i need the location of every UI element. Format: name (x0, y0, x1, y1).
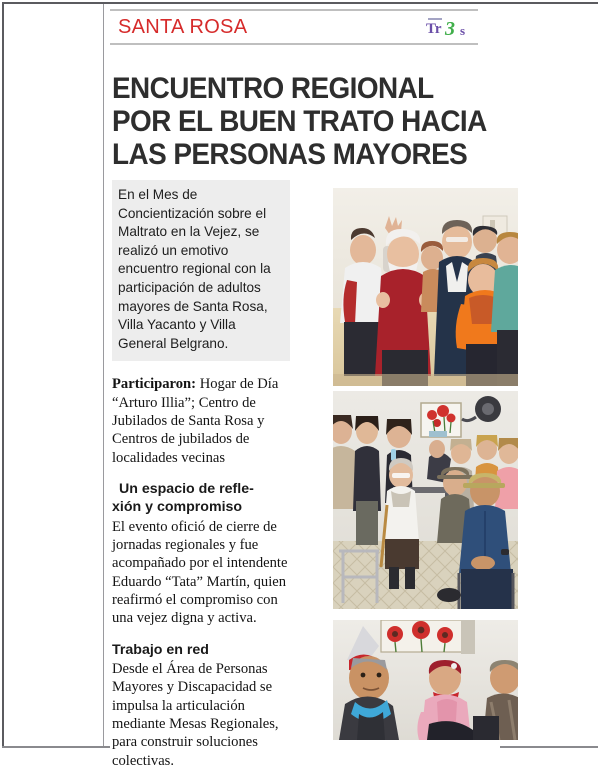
page-border-bottom-right (500, 746, 598, 748)
article-lead-paragraph: En el Mes de Concientización sobre el Maltrato en la Vejez, se realizó un emotivo encuentro regional con la participación de adultos mayores de Santa Rosa, Villa Yacanto y Villa General Belgrano. (112, 180, 290, 361)
svg-text:s: s (460, 23, 466, 38)
page-border-bottom-left (2, 746, 110, 748)
section-header (110, 9, 478, 45)
subhead-reflexion-line-1: Un espacio de refle- (119, 480, 254, 497)
participants-paragraph (112, 375, 290, 466)
page-title (112, 72, 503, 171)
header-rule-bottom (110, 43, 478, 45)
article-photo-man-paper-hat (333, 620, 518, 740)
publication-logo (422, 12, 478, 40)
article-body-paragraph-1: El evento ofició de cierre de jornadas regionales y fue acompañado por el intendente Eduardo “Tata” Martín, quien reafirmó el compromiso con una vejez digna y activa. (112, 518, 288, 627)
section-label: SANTA ROSA (118, 16, 248, 38)
svg-text:3: 3 (445, 18, 455, 40)
article-column (112, 180, 290, 784)
page-border-top (2, 2, 598, 4)
article-photo-group-celebrating (333, 188, 518, 386)
headline-line-2: POR EL BUEN TRATO HACIA (112, 105, 487, 139)
page-border-left (2, 2, 4, 746)
participants-label: Participaron: (112, 376, 197, 393)
article-photo-seated-audience (333, 391, 518, 609)
subhead-reflexion-line-2: xión y compromiso (112, 499, 243, 516)
article-body-paragraph-2: Desde el Área de Personas Mayores y Discapacidad se impulsa la articulación mediante Mesas Regionales, para construir soluciones colectivas. (112, 661, 279, 769)
headline-line-1: ENCUENTRO REGIONAL (112, 72, 434, 106)
column-divider-rule (103, 4, 104, 746)
participants-text: Hogar de Día “Arturo Illia”; Centro de Jubilados de Santa Rosa y Centros de jubilados de localidades vecinas (112, 376, 279, 466)
header-rule-top (110, 9, 478, 11)
headline-line-3: LAS PERSONAS MAYORES (112, 138, 468, 172)
subhead-trabajo-en-red: Trabajo en red (112, 641, 209, 658)
svg-text:Tr: Tr (426, 21, 442, 37)
